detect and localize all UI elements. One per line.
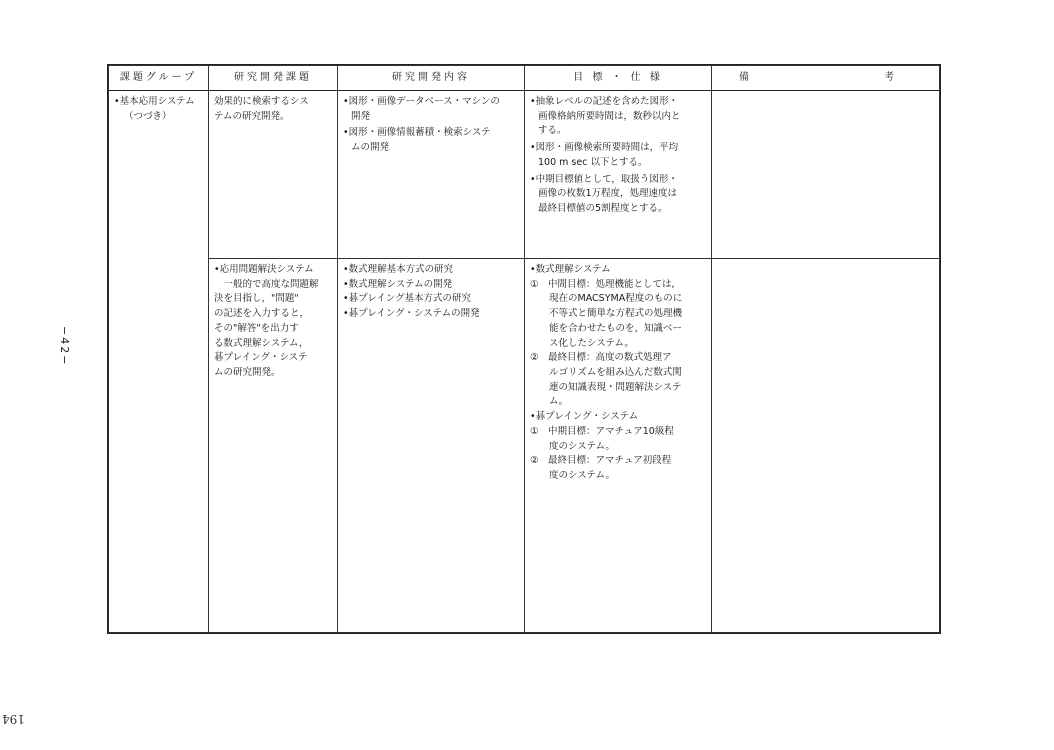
topic-line: 一般的で高度な問題解 — [214, 278, 319, 290]
target-line: ② 最終目標：アマチュア初段程 — [530, 455, 672, 467]
corner-stamp: 194 — [2, 712, 25, 726]
target-line: ム。 — [530, 396, 569, 408]
topic-line: 決を目指し，"問題" — [214, 293, 299, 305]
header-remarks — [712, 66, 940, 91]
target-line: •数式理解システム — [530, 264, 611, 275]
header-rd-topic: 研究開発課題 — [209, 66, 338, 91]
target-item — [530, 173, 706, 217]
content-item — [343, 126, 519, 155]
topic-line: その"解答"を出力す — [214, 322, 299, 334]
content-line: 開発 — [351, 110, 371, 122]
header-remarks-b: 考 — [884, 72, 894, 84]
topic-line: ムの研究開発。 — [214, 367, 281, 379]
content-cell — [338, 259, 525, 633]
table-row — [109, 259, 940, 633]
header-rd-content: 研究開発内容 — [338, 66, 525, 91]
target-line: 不等式と簡単な方程式の処理機 — [530, 308, 683, 320]
target-line: 100 m sec 以下とする。 — [538, 156, 648, 168]
topic-cell — [209, 91, 338, 259]
topic-cell — [209, 259, 338, 633]
group-continued: （つづき） — [124, 110, 172, 122]
header-topic-group: 課題グループ — [109, 66, 209, 91]
topic-line: •応用問題解決システム — [214, 264, 314, 275]
target-line: ルゴリズムを組み込んだ数式関 — [530, 367, 682, 379]
content-line: •碁プレイング・システムの開発 — [343, 308, 480, 320]
target-line: 能を合わせたものを，知識ベー — [530, 322, 683, 334]
target-line: 度のシステム。 — [530, 440, 615, 452]
target-item — [530, 95, 706, 139]
topic-line: 効果的に検索するシス — [214, 96, 309, 107]
target-cell — [525, 259, 712, 633]
target-line: 画像の枚数1万程度，処理速度は — [538, 188, 678, 200]
header-row — [109, 66, 940, 91]
group-name: •基本応用システム — [114, 96, 195, 107]
target-line: •抽象レベルの記述を含めた図形・ — [530, 96, 679, 107]
topic-line: る数式理解システム， — [214, 337, 309, 349]
remarks-cell — [712, 91, 940, 259]
target-line: ① 中期目標：アマチュア10級程 — [530, 425, 674, 437]
content-line: •図形・画像情報蓄積・検索システ — [343, 127, 491, 139]
content-line: •数式理解基本方式の研究 — [343, 264, 454, 275]
header-remarks-a: 備 — [739, 72, 749, 84]
page-number: −42− — [58, 326, 71, 367]
target-line: •中期目標値として，取扱う図形・ — [530, 173, 678, 185]
topic-line: の記述を入力すると， — [214, 308, 310, 320]
research-plan-table — [107, 64, 941, 634]
target-line: ① 中間目標：処理機能としては, — [530, 278, 675, 290]
target-line: 最終目標値の5割程度とする。 — [538, 203, 668, 215]
target-line: •図形・画像検索所要時間は，平均 — [530, 142, 679, 154]
target-line: 画像格納所要時間は，数秒以内と — [538, 110, 681, 122]
content-line: •図形・画像データベース・マシンの — [343, 96, 500, 107]
topic-line: テムの研究開発。 — [214, 110, 290, 122]
content-line: •碁プレイング基本方式の研究 — [343, 293, 472, 305]
target-cell — [525, 91, 712, 259]
target-item — [530, 141, 706, 170]
table-row — [109, 91, 940, 259]
group-cell — [109, 91, 209, 633]
target-line: 度のシステム。 — [530, 470, 615, 482]
target-line: ② 最終目標：高度の数式処理ア — [530, 352, 672, 364]
remarks-cell — [712, 259, 940, 633]
header-targets-specs: 目 標 ・ 仕 様 — [525, 66, 712, 91]
target-line: 現在のMACSYMA程度のものに — [530, 293, 683, 305]
content-line: ムの開発 — [351, 142, 390, 154]
content-item — [343, 95, 519, 124]
target-line: 連の知識表現・問題解決システ — [530, 381, 682, 393]
topic-line: 碁プレイング・システ — [214, 352, 308, 364]
content-cell — [338, 91, 525, 259]
content-line: •数式理解システムの開発 — [343, 278, 453, 290]
target-line: する。 — [538, 125, 567, 137]
target-line: ス化したシステム。 — [530, 337, 634, 349]
target-line: •碁プレイング・システム — [530, 411, 639, 423]
